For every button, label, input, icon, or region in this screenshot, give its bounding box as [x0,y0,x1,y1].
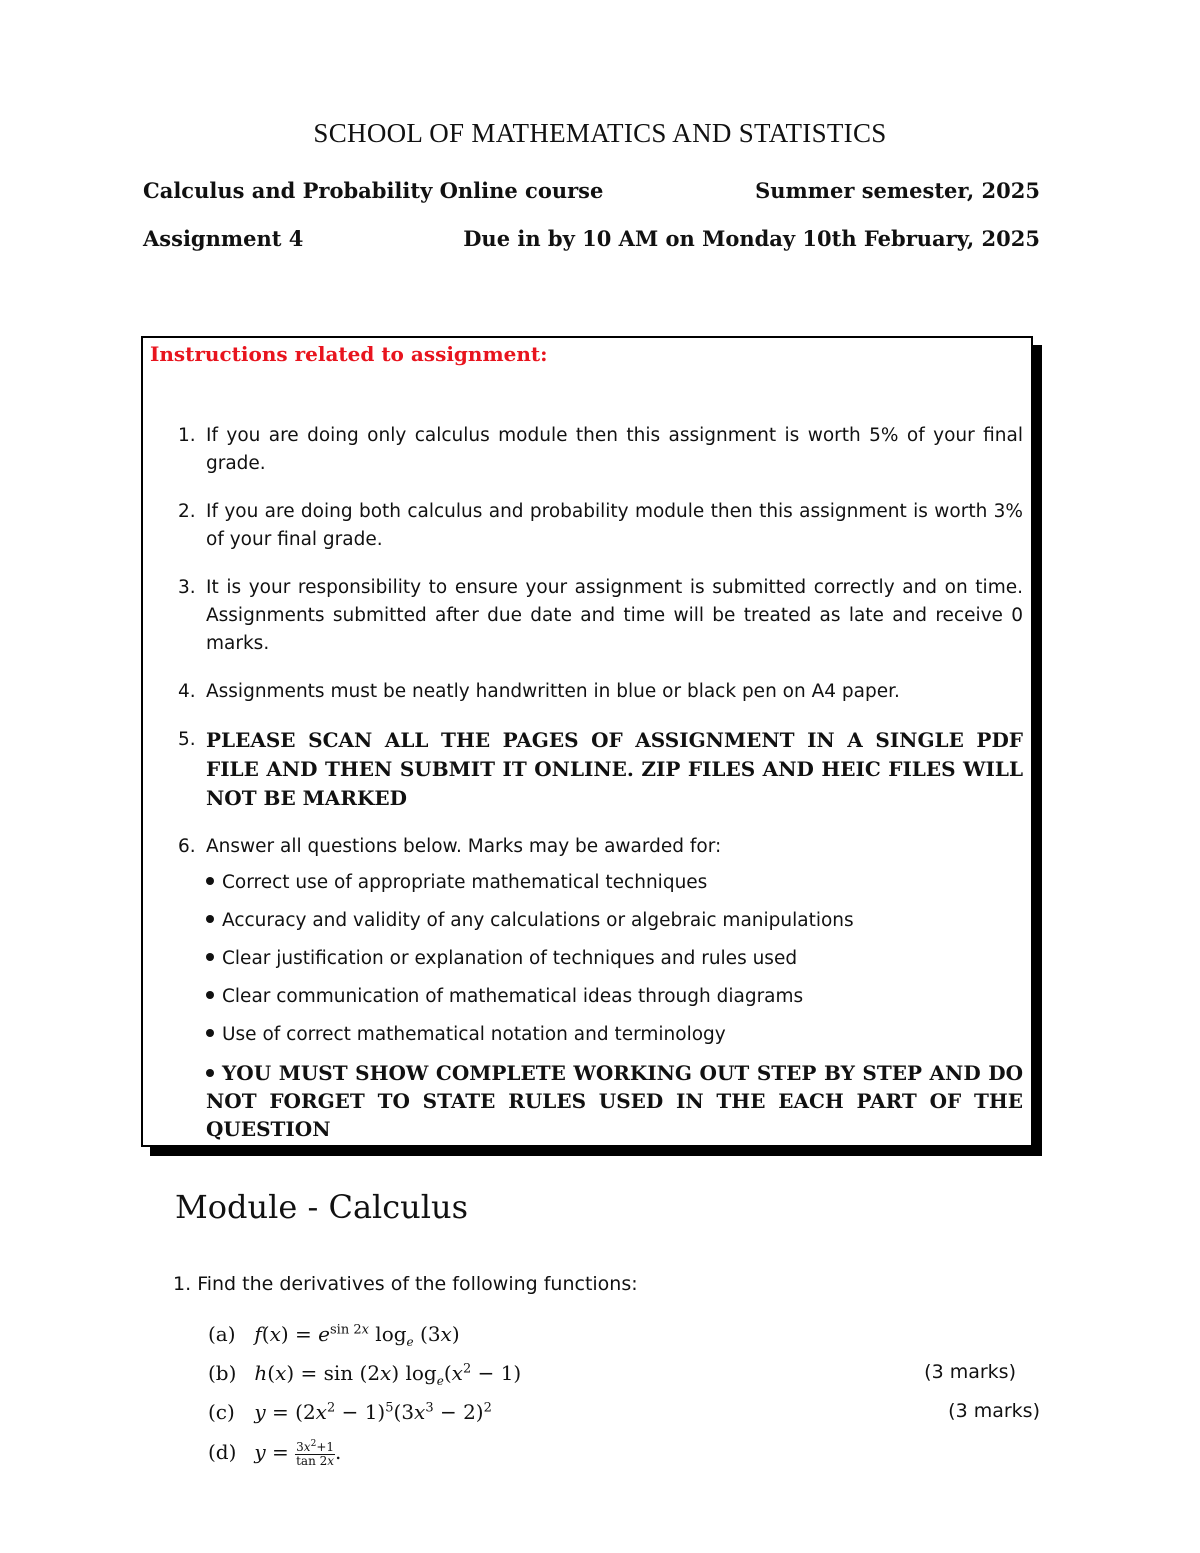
semester: Summer semester, 2025 [755,178,1040,203]
part-label: (d) [208,1439,237,1464]
bullet-icon [206,1069,214,1077]
item-number: 6. [178,836,196,857]
question-part [208,1322,1040,1349]
math-expression: $f(x) = e^{sin 2x}$ $\log_e (3x)$ [254,1322,460,1349]
instruction-item [178,833,1023,1153]
question-1 [173,1273,638,1295]
question-text: Find the derivatives of the following functions: [197,1273,638,1295]
item-number: 1. [178,425,196,446]
instructions-list [178,422,1023,1153]
course-row [143,178,1040,203]
item-text: Assignments must be neatly handwritten in blue or black pen on A4 paper. [206,681,900,702]
bullet-icon [206,915,214,923]
instruction-item [178,422,1023,478]
item-text-emphasis: PLEASE SCAN ALL THE PAGES OF ASSIGNMENT IN A SINGLE PDF FILE AND THEN SUBMIT IT ONLINE. ZIP FILES AND HEIC FILES WILL NOT BE MARKED [206,728,1023,810]
part-label: (a) [208,1322,236,1346]
item-number: 5. [178,729,196,750]
part-label: (c) [208,1400,235,1424]
question-part [208,1361,1040,1388]
instructions-box [141,336,1033,1147]
item-number: 4. [178,681,196,702]
due-date: Due in by 10 AM on Monday 10th February, 2025 [463,226,1040,251]
criteria-item [206,1021,1023,1049]
item-text: It is your responsibility to ensure your assignment is submitted correctly and on time. Assignments submitted after due date and time will be treated as late and receive 0 marks. [206,577,1023,654]
bullet-icon [206,953,214,961]
item-text: If you are doing both calculus and probability module then this assignment is worth 3% of your final grade. [206,501,1023,550]
criteria-text: Clear communication of mathematical ideas through diagrams [222,986,804,1007]
school-name: SCHOOL OF MATHEMATICS AND STATISTICS [313,118,887,148]
part-label: (b) [208,1361,237,1385]
criteria-text: Accuracy and validity of any calculations or algebraic manipulations [222,910,854,931]
item-number: 3. [178,577,196,598]
item-text: Answer all questions below. Marks may be awarded for: [206,836,722,857]
item-body [206,833,1023,1153]
instruction-item [178,678,1023,706]
criteria-text: Use of correct mathematical notation and terminology [222,1024,726,1045]
question-part [208,1438,1040,1468]
part-marks: (3 marks) [924,1361,1016,1383]
instruction-item [178,726,1023,813]
criteria-text: Correct use of appropriate mathematical techniques [222,872,708,893]
math-expression: $y = (2x^2 - 1)^5(3x^3 - 2)^2$ [254,1400,492,1424]
math-expression: y = $\frac{3x^2+1}{\tan 2x}$ . [254,1439,342,1468]
math-expression: h(x) = sin (2x) $\log_e(x^2 - 1)$ [254,1361,522,1388]
instructions-title: Instructions related to assignment: [150,342,548,366]
criteria-item [206,945,1023,973]
instruction-item [178,498,1023,554]
criteria-list [206,869,1023,1143]
part-marks: (3 marks) [948,1400,1040,1422]
assignment-row [143,226,1040,251]
criteria-text: Clear justification or explanation of techniques and rules used [222,948,798,969]
module-title: Module - Calculus [175,1188,469,1226]
course-name: Calculus and Probability Online course [143,178,604,203]
criteria-item [206,907,1023,935]
bullet-icon [206,1029,214,1037]
criteria-item-emphasis [206,1059,1023,1143]
bullet-icon [206,991,214,999]
assignment-number: Assignment 4 [143,226,304,251]
item-text: If you are doing only calculus module then this assignment is worth 5% of your final grade. [206,425,1023,474]
bullet-icon [206,877,214,885]
item-number: 2. [178,501,196,522]
question-number: 1. [173,1273,192,1295]
criteria-item [206,869,1023,897]
criteria-item [206,983,1023,1011]
criteria-text: YOU MUST SHOW COMPLETE WORKING OUT STEP BY STEP AND DO NOT FORGET TO STATE RULES USED IN THE EACH PART OF THE QUESTION [206,1061,1023,1141]
instruction-item [178,574,1023,658]
question-part [208,1400,1040,1424]
